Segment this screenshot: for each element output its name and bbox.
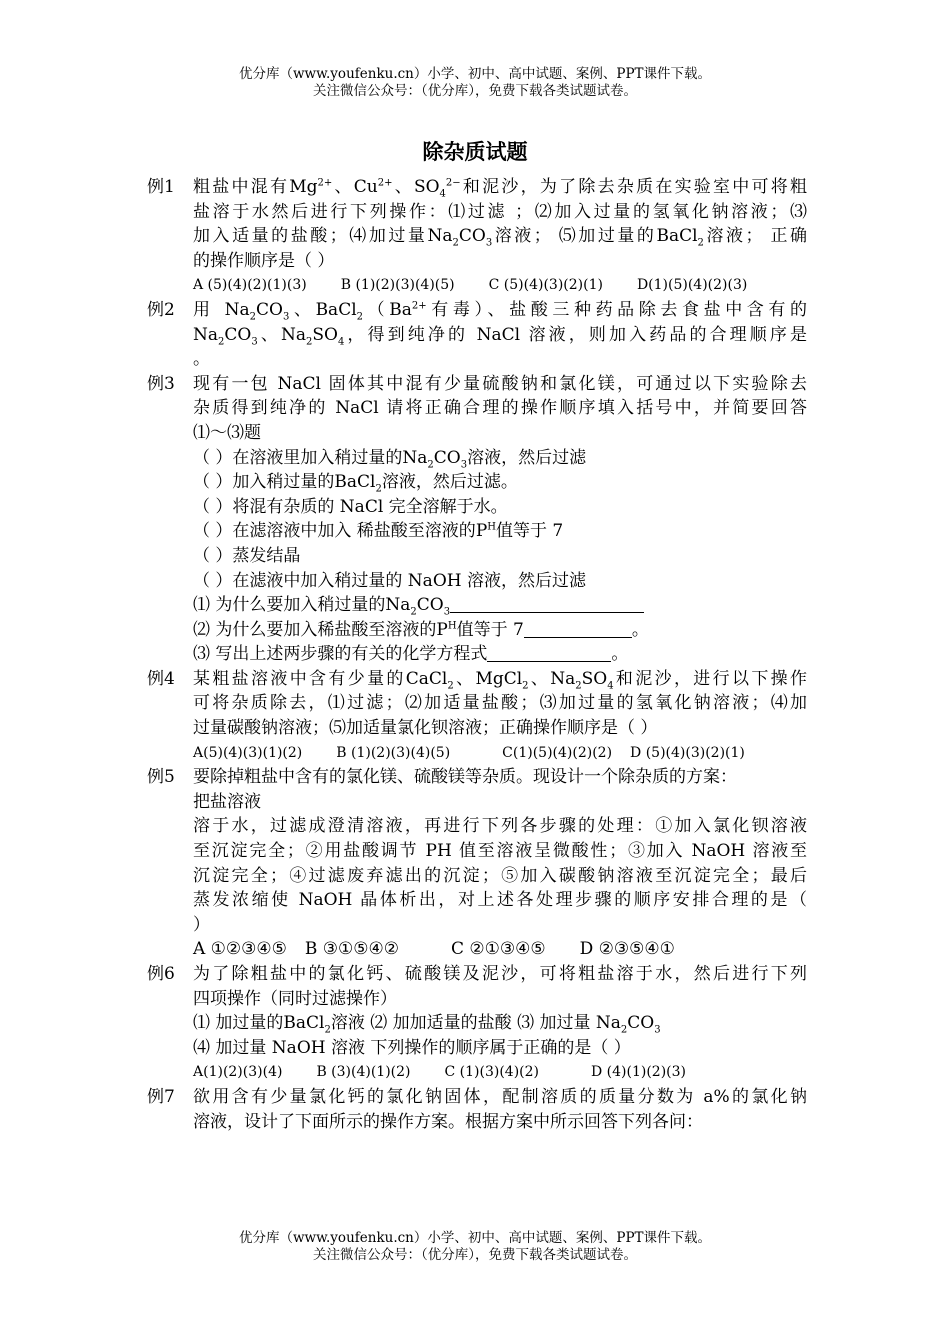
example-7-label: 例7	[147, 1086, 175, 1107]
example-1-label: 例1	[147, 177, 175, 197]
example-1-line-1: 例1 粗盐中混有$Mg^{2+}$、$Cu^{2+}$、$SO_4^{2-}$和泥沙，为了除去杂质在实验室中可将粗	[147, 177, 808, 200]
option-b: B ③①⑤④②	[304, 939, 399, 960]
example-5-label: 例5	[147, 767, 175, 788]
example-5-line-4: 至沉淀完全；②用盐酸调节 PH 值至溶液呈微酸性；③加入 NaOH 溶液至	[193, 841, 807, 862]
example-3-question-2: ⑵ 为什么要加入稀盐酸至溶液的$P^H$值等于 7 。	[193, 619, 649, 640]
example-3-step-5: （ ）蒸发结晶	[193, 545, 301, 566]
example-5-line-5: 沉淀完全；④过滤废弃滤出的沉淀；⑤加入碳酸钠溶液至沉淀完全；最后	[193, 865, 807, 886]
option-c: C (5)(4)(3)(2)(1)	[488, 277, 603, 294]
example-6-line-1: 例6 为了除粗盐中的氯化钙、硫酸镁及泥沙，可将粗盐溶于水，然后进行下列	[147, 962, 807, 987]
option-a: A (5)(4)(2)(1)(3)	[193, 277, 307, 294]
example-4-label: 例4	[147, 668, 175, 689]
example-3-line-3: ⑴～⑶题	[193, 422, 261, 443]
example-5-line-2: 把盐溶液	[193, 791, 261, 812]
example-3-step-2: （ ）加入稍过量的BaCl$_2$溶液，然后过滤。	[193, 472, 518, 495]
example-2-line-1: 例2 用 $Na_2CO_3$、$BaCl_2(Ba^{2+}$有毒）、盐酸三种药品除去食盐中含有的	[147, 299, 808, 323]
example-1-options	[147, 273, 807, 298]
option-a: A(5)(4)(3)(1)(2)	[193, 744, 303, 761]
answer-blank[interactable]	[450, 595, 644, 613]
example-3-label: 例3	[147, 373, 175, 394]
example-6-line-2: 四项操作（同时过滤操作）	[193, 988, 397, 1009]
example-3-step-3: （ ）将混有杂质的 NaCl 完全溶解于水。	[193, 496, 508, 517]
option-d: D (5)(4)(3)(2)(1)	[630, 744, 745, 761]
example-7-line-2: 溶液，设计了下面所示的操作方案。根据方案中所示回答下列各问：	[193, 1111, 703, 1132]
example-3-line-2: 杂质得到纯净的 NaCl 请将正确合理的操作顺序填入括号中，并简要回答	[193, 398, 807, 419]
header-line-2: 关注微信公众号：（优分库），免费下载各类试题试卷。	[313, 83, 637, 99]
example-1-line-3: 加入适量的盐酸；⑷加过量$Na_2CO_3$溶液； ⑸加过量的BaCl$_2$溶液； 正确	[193, 226, 808, 249]
example-5-line-7: ）	[193, 914, 210, 935]
page-footer	[0, 1230, 950, 1264]
example-2-label: 例2	[147, 299, 175, 320]
example-6-label: 例6	[147, 964, 175, 984]
option-a: A ①②③④⑤	[193, 939, 287, 960]
option-b: B (1)(2)(3)(4)(5)	[340, 277, 455, 294]
example-6-line-4: ⑷ 加过量 NaOH 溶液 下列操作的顺序属于正确的是（ ）	[193, 1037, 631, 1058]
example-6-options	[147, 1060, 807, 1085]
example-3-step-1: （ ）在溶液里加入稍过量的$Na_2CO_3$溶液，然后过滤	[193, 447, 587, 470]
option-a: A(1)(2)(3)(4)	[193, 1064, 283, 1081]
option-d: D ②③⑤④①	[579, 939, 675, 960]
example-5-line-6: 蒸发浓缩使 NaOH 晶体析出，对上述各处理步骤的顺序安排合理的是（	[193, 890, 807, 911]
option-d: D(1)(5)(4)(2)(3)	[636, 277, 748, 294]
footer-line-2: 关注微信公众号：（优分库），免费下载各类试题试卷。	[313, 1247, 637, 1263]
option-b: B (3)(4)(1)(2)	[316, 1064, 411, 1081]
example-3-step-6: （ ）在滤液中加入稍过量的 NaOH 溶液，然后过滤	[193, 570, 586, 591]
example-5-options	[147, 937, 807, 962]
page-title: 除杂质试题	[422, 139, 528, 164]
option-c: C (1)(3)(4)(2)	[444, 1064, 539, 1081]
example-3-question-1: ⑴ 为什么要加入稍过量的$Na_2CO_3$	[147, 593, 807, 618]
option-c: C ②①③④⑤	[451, 939, 546, 960]
example-4-line-2: 可将杂质除去，⑴过滤；⑵加适量盐酸；⑶加过量的氢氧化钠溶液；⑷加	[193, 693, 807, 714]
option-c: C(1)(5)(4)(2)(2)	[502, 744, 613, 761]
example-1-line-2: 盐溶于水然后进行下列操作：⑴过滤 ；⑵加入过量的氢氧化钠溶液；⑶	[193, 201, 807, 222]
example-2-line-3: 。	[193, 349, 210, 370]
example-3-line-1: 例3 现有一包 NaCl 固体其中混有少量硫酸钠和氯化镁，可通过以下实验除去	[147, 372, 807, 397]
example-6-line-3: ⑴ 加过量的BaCl$_2$溶液 ⑵ 加加适量的盐酸 ⑶ 加过量 $Na_2CO_3$	[193, 1013, 661, 1036]
example-4-options	[147, 741, 807, 766]
document-body	[147, 175, 807, 1134]
example-3-step-4: （ ）在滤溶液中加入 稀盐酸至溶液的$P^H$值等于 7	[193, 521, 564, 542]
example-4-line-1: 例4 某粗盐溶液中含有少量的CaCl$_2$、MgCl$_2$、$Na_2SO_4$和泥沙，进行以下操作	[147, 668, 808, 692]
example-3-question-3: ⑶ 写出上述两步骤的有关的化学方程式 。	[193, 644, 629, 665]
answer-blank[interactable]	[524, 620, 632, 638]
header-line-1: 优分库（www.youfenku.cn）小学、初中、高中试题、案例、PPT课件下载。	[238, 66, 712, 82]
option-b: B (1)(2)(3)(4)(5)	[336, 744, 451, 761]
example-7-line-1: 例7 欲用含有少量氯化钙的氯化钠固体，配制溶质的质量分数为 a%的氯化钠	[147, 1085, 807, 1110]
example-2-line-2: $Na_2CO_3$、$Na_2SO_4$，得到纯净的 NaCl 溶液，则加入药品的合理顺序是	[193, 324, 808, 347]
page-header	[0, 66, 950, 100]
example-4-line-3: 过量碳酸钠溶液；⑸加适量氯化钡溶液；正确操作顺序是（ ）	[193, 718, 658, 739]
footer-line-1: 优分库（www.youfenku.cn）小学、初中、高中试题、案例、PPT课件下载。	[238, 1230, 712, 1246]
answer-blank[interactable]	[487, 644, 611, 662]
option-d: D (4)(1)(2)(3)	[591, 1064, 686, 1081]
example-5-line-1: 例5 要除掉粗盐中含有的氯化镁、硫酸镁等杂质。现设计一个除杂质的方案：	[147, 765, 807, 790]
example-1-line-4: 的操作顺序是（ ）	[193, 250, 335, 271]
example-5-line-3: 溶于水，过滤成澄清溶液，再进行下列各步骤的处理：①加入氯化钡溶液	[193, 816, 807, 837]
